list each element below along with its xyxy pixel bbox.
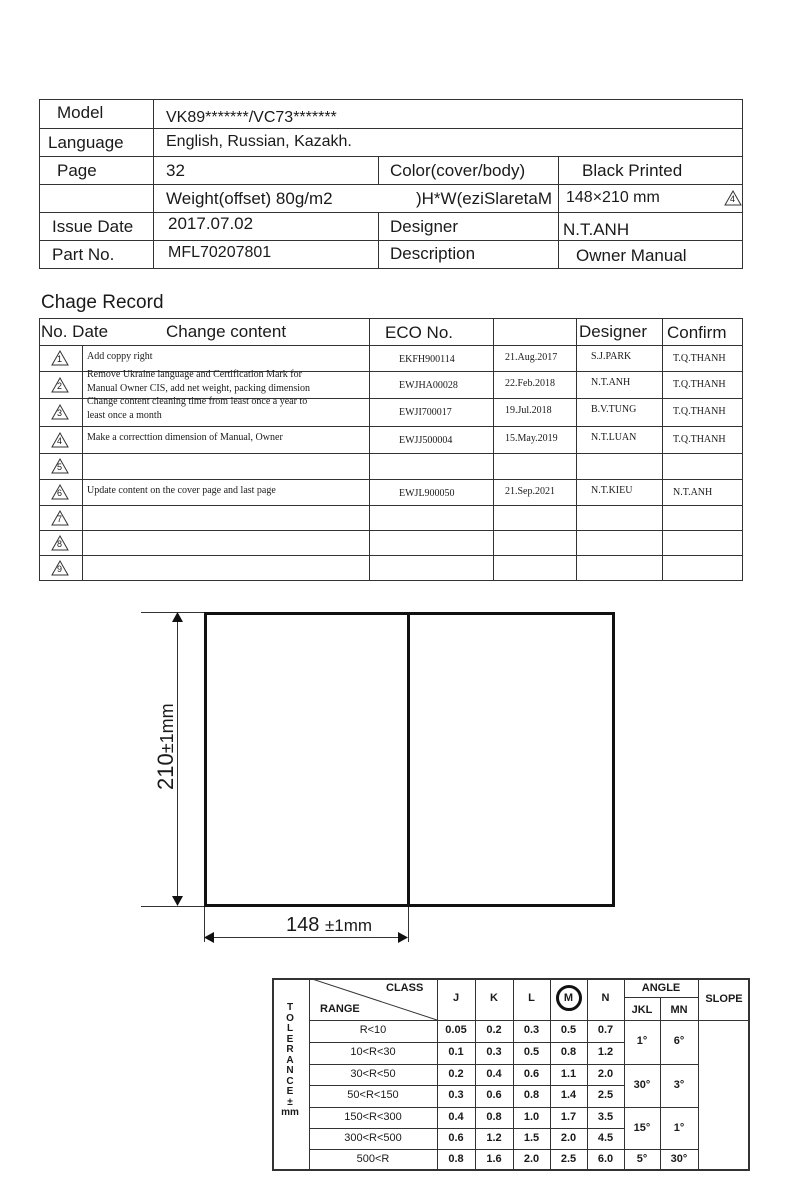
tolerance-value: 1.2 <box>486 1132 502 1144</box>
tolerance-side-label: A <box>286 1054 294 1066</box>
range-cell: 10<R<30 <box>350 1046 396 1058</box>
tolerance-value: 0.8 <box>448 1153 464 1165</box>
tolerance-value: 2.5 <box>597 1089 614 1101</box>
change-designer: S.J.PARK <box>591 351 632 362</box>
change-confirm: T.Q.THANH <box>673 434 726 445</box>
designer-label: Designer <box>390 217 459 236</box>
description-value: Owner Manual <box>576 246 687 265</box>
tolerance-side-label: E <box>286 1033 294 1045</box>
change-designer: N.T.ANH <box>591 377 631 388</box>
arrow-right-icon <box>398 932 408 943</box>
tolerance-value: 1.7 <box>560 1111 577 1123</box>
designer-value: N.T.ANH <box>563 220 630 239</box>
change-confirm: T.Q.THANH <box>673 353 726 364</box>
revision-number: 5 <box>57 462 63 472</box>
width-dimension-line <box>206 937 406 938</box>
angle-jkl: 30° <box>633 1079 651 1091</box>
eco-number: EWJI700017 <box>399 407 452 418</box>
tolerance-value: 1.6 <box>486 1153 502 1165</box>
language-value: English, Russian, Kazakh. <box>166 133 352 150</box>
part-no-label: Part No. <box>52 245 115 264</box>
tolerance-value: 1.4 <box>560 1089 577 1101</box>
class-J: J <box>452 992 460 1004</box>
page-value: 32 <box>166 161 185 180</box>
tolerance-value: 0.5 <box>523 1046 540 1058</box>
tolerance-value: 0.6 <box>486 1089 502 1101</box>
color-value: Black Printed <box>582 161 683 180</box>
tolerance-value: 0.2 <box>448 1068 464 1080</box>
class-M: M <box>563 992 574 1004</box>
eco-number: EWJJ500004 <box>399 435 453 446</box>
revision-number: 1 <box>57 354 63 364</box>
angle-mn: 3° <box>673 1079 685 1091</box>
model-value: VK89*******/VC73******* <box>166 109 337 126</box>
tolerance-value: 0.3 <box>486 1046 502 1058</box>
change-date: 19.Jul.2018 <box>505 405 552 416</box>
angle-header: ANGLE <box>641 982 681 994</box>
header-confirm: Confirm <box>667 323 727 342</box>
range-header: RANGE <box>320 1003 360 1015</box>
revision-number: 4 <box>57 435 63 446</box>
language-label: Language <box>48 133 124 152</box>
change-content: Add coppy right <box>87 351 153 362</box>
range-cell: 500<R <box>356 1153 390 1165</box>
change-date: 22.Feb.2018 <box>505 378 555 389</box>
change-content-line2: Manual Owner CIS, add net weight, packing dimension <box>87 383 311 394</box>
angle-mn: 1° <box>673 1122 685 1134</box>
part-no-value: MFL70207801 <box>168 244 272 261</box>
size-value: 148×210 mm <box>566 189 660 206</box>
angle-jkl-header: JKL <box>631 1004 653 1016</box>
tolerance-side-label: L <box>286 1023 294 1034</box>
selected-class-circle <box>556 985 582 1011</box>
tolerance-value: 3.5 <box>597 1111 614 1123</box>
revision-number: 9 <box>57 564 63 574</box>
arrow-up-icon <box>172 612 183 622</box>
tolerance-side-label: N <box>286 1065 294 1076</box>
height-dimension-label: 210±1mm <box>153 703 178 790</box>
header-eco: ECO No. <box>385 323 454 342</box>
eco-number: EWJL900050 <box>399 488 455 499</box>
revision-number: 7 <box>57 513 63 524</box>
slope-header: SLOPE <box>705 993 743 1005</box>
tolerance-side-label: E <box>286 1086 294 1097</box>
change-content-line2: least once a month <box>87 410 162 421</box>
revision-number: 2 <box>57 380 63 391</box>
tolerance-value: 2.0 <box>560 1132 577 1144</box>
angle-mn: 6° <box>673 1035 685 1047</box>
angle-mn-header: MN <box>670 1004 688 1016</box>
tolerance-side-label: O <box>286 1012 294 1024</box>
header-change-content: Change content <box>166 322 287 341</box>
tolerance-value: 1.2 <box>597 1046 614 1058</box>
class-L: L <box>528 992 535 1004</box>
range-cell: 300<R<500 <box>344 1132 402 1144</box>
booklet-fold <box>407 612 410 907</box>
change-confirm: T.Q.THANH <box>673 379 726 390</box>
tolerance-value: 0.3 <box>523 1024 540 1036</box>
tolerance-side-label: C <box>286 1075 294 1087</box>
change-record-title: Chage Record <box>41 292 164 313</box>
tolerance-value: 0.4 <box>448 1111 464 1123</box>
tolerance-value: 1.0 <box>523 1111 540 1123</box>
eco-number: EKFH900114 <box>399 354 455 365</box>
tolerance-value: 0.1 <box>448 1046 464 1058</box>
change-confirm: T.Q.THANH <box>673 406 726 417</box>
revision-number: 3 <box>57 408 63 418</box>
change-content: Change content cleaning time from least once a year to <box>87 396 308 407</box>
class-N: N <box>601 992 610 1004</box>
range-cell: 50<R<150 <box>347 1089 399 1101</box>
change-designer: N.T.LUAN <box>591 432 637 443</box>
page-label: Page <box>57 161 97 180</box>
tolerance-value: 2.0 <box>597 1068 614 1080</box>
description-label: Description <box>390 244 476 263</box>
angle-mn: 30° <box>670 1153 688 1165</box>
tolerance-side-label: ± <box>287 1096 293 1108</box>
tolerance-value: 0.3 <box>448 1089 464 1101</box>
tolerance-value: 6.0 <box>597 1153 614 1165</box>
class-K: K <box>490 992 498 1004</box>
tolerance-value: 0.6 <box>523 1068 540 1080</box>
tolerance-value: 0.6 <box>448 1132 464 1144</box>
tolerance-value: 0.8 <box>486 1111 502 1123</box>
change-date: 21.Sep.2021 <box>505 486 555 497</box>
tolerance-value: 0.8 <box>523 1089 540 1101</box>
tolerance-value: 0.5 <box>560 1024 577 1036</box>
class-header: CLASS <box>386 982 424 994</box>
tolerance-value: 0.2 <box>486 1024 502 1036</box>
issue-date-label: Issue Date <box>52 217 134 236</box>
change-content: Update content on the cover page and last page <box>87 485 276 496</box>
color-label: Color(cover/body) <box>390 161 526 180</box>
width-dimension-label: 148 ±1mm <box>286 914 373 936</box>
revision-number: 6 <box>57 488 63 498</box>
change-date: 15.May.2019 <box>505 433 558 444</box>
change-designer: N.T.KIEU <box>591 485 633 496</box>
change-confirm: N.T.ANH <box>673 487 713 498</box>
tolerance-side-label: R <box>286 1044 294 1055</box>
tolerance-side-label: T <box>286 1002 294 1013</box>
issue-date-value: 2017.07.02 <box>168 214 254 233</box>
tolerance-side-label: mm <box>281 1107 299 1118</box>
revision-number: 4 <box>730 194 736 204</box>
angle-jkl: 5° <box>636 1153 648 1165</box>
change-content: Remove Ukraine language and Certification Mark for <box>87 369 302 380</box>
tolerance-value: 1.1 <box>560 1068 577 1080</box>
change-designer: B.V.TUNG <box>591 404 637 415</box>
tolerance-value: 0.05 <box>445 1024 467 1036</box>
change-date: 21.Aug.2017 <box>505 352 558 363</box>
arrow-down-icon <box>172 896 183 906</box>
angle-jkl: 1° <box>636 1035 648 1047</box>
header-designer: Designer <box>579 322 648 341</box>
angle-jkl: 15° <box>633 1122 651 1134</box>
tolerance-value: 0.8 <box>560 1046 577 1058</box>
revision-number: 8 <box>57 538 63 549</box>
range-cell: R<10 <box>359 1024 387 1036</box>
tolerance-value: 4.5 <box>597 1132 614 1144</box>
change-content: Make a correcttion dimension of Manual, Owner <box>87 432 283 443</box>
tolerance-value: 0.7 <box>597 1024 614 1036</box>
arrow-left-icon <box>204 932 214 943</box>
tolerance-value: 2.5 <box>560 1153 577 1165</box>
header-no-date: No. Date <box>41 322 109 341</box>
range-cell: 30<R<50 <box>350 1068 396 1080</box>
eco-number: EWJHA00028 <box>399 380 458 391</box>
range-cell: 150<R<300 <box>344 1111 402 1123</box>
size-label: )H*W(eziSlaretaM <box>415 189 552 208</box>
weight-value: Weight(offset) 80g/m2 <box>166 189 333 208</box>
tolerance-value: 1.5 <box>523 1132 540 1144</box>
model-label: Model <box>57 103 104 122</box>
tolerance-value: 0.4 <box>486 1068 502 1080</box>
tolerance-value: 2.0 <box>523 1153 540 1165</box>
